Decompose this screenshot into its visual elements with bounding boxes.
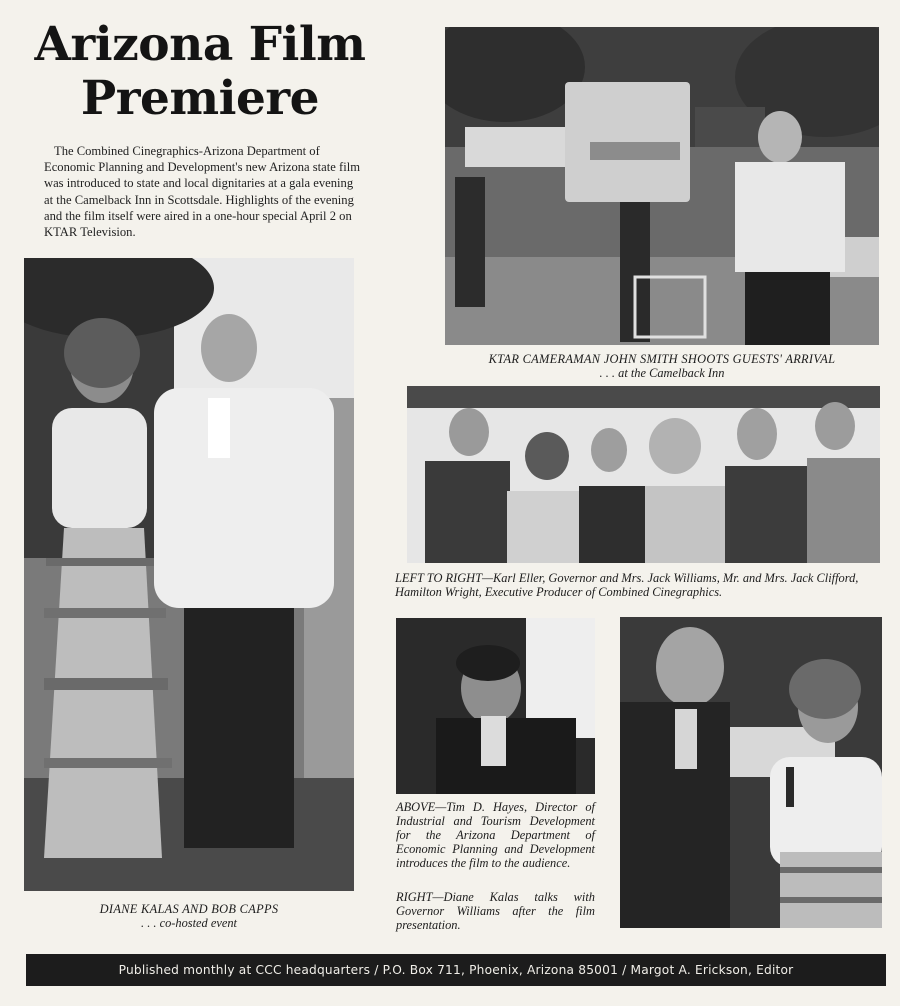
photo-diane-governor (620, 617, 882, 928)
caption-hosts (24, 902, 354, 930)
photo-hosts (24, 258, 354, 891)
caption-cameraman-line2: . . . at the Camelback Inn (599, 366, 725, 380)
title-line-2: Premiere (80, 71, 320, 126)
caption-cameraman-line1: KTAR CAMERAMAN JOHN SMITH SHOOTS GUESTS' ARRIVAL (488, 352, 836, 366)
caption-above: ABOVE—Tim D. Hayes, Director of Industrial and Tourism Development for the Arizona Department of Economic Planning and Development introduces the film to the audience. (396, 800, 595, 870)
footer-text: Published monthly at CCC headquarters / P.O. Box 711, Phoenix, Arizona 85001 / Margot A. Erickson, Editor (118, 963, 794, 977)
caption-group: LEFT TO RIGHT—Karl Eller, Governor and Mrs. Jack Williams, Mr. and Mrs. Jack Clifford, Hamilton Wright, Executive Producer of Combined Cinegraphics. (395, 571, 859, 599)
footer-bar (26, 954, 886, 986)
caption-right: RIGHT—Diane Kalas talks with Governor Williams after the film presentation. (396, 890, 595, 932)
caption-hosts-line2: . . . co-hosted event (141, 916, 237, 930)
photo-speaker (396, 618, 595, 794)
article-title (14, 18, 386, 126)
photo-group (407, 386, 880, 563)
caption-cameraman (436, 352, 888, 380)
caption-hosts-line1: DIANE KALAS AND BOB CAPPS (99, 902, 279, 916)
title-line-1: Arizona Film (34, 17, 366, 72)
intro-paragraph: The Combined Cinegraphics-Arizona Department of Economic Planning and Development's new Arizona state film was introduced to state and local dignitaries at a gala evening at the Camelback Inn in Scottsdale. Highlights of the evening and the film itself were aired in a one-hour special April 2 on KTAR Television. (44, 144, 360, 240)
photo-cameraman (445, 27, 879, 345)
